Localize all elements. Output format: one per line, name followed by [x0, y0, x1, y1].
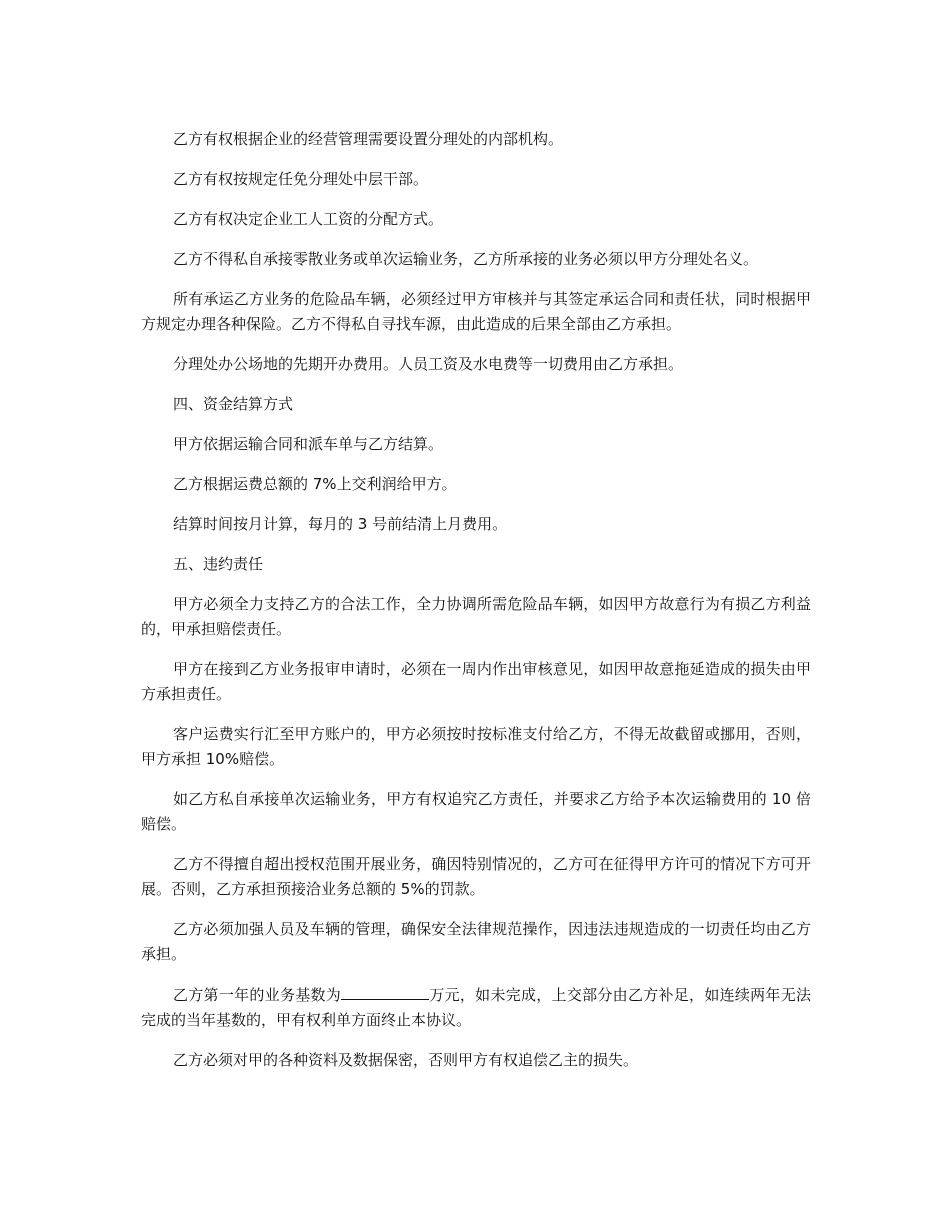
- quota-text-after: 万元，如未完成，上交部分由乙方补足，如连续两年无法完成的当年基数的，甲有权利单方面终止本协议。: [141, 986, 811, 1029]
- paragraph-wage-distribution: 乙方有权决定企业工人工资的分配方式。: [173, 210, 444, 228]
- paragraph-monthly-settlement: 结算时间按月计算，每月的 3 号前结清上月费用。: [173, 515, 508, 533]
- quota-text-before: 乙方第一年的业务基数为: [173, 986, 342, 1004]
- document-body: [141, 127, 811, 1088]
- paragraph-office-costs: 分理处办公场地的先期开办费用。人员工资及水电费等一切费用由乙方承担。: [173, 355, 684, 373]
- quota-blank-field: [341, 982, 429, 1000]
- paragraph-authorization-scope: 乙方不得擅自超出授权范围开展业务，确因特别情况的，乙方可在征得甲方许可的情况下方可开展。否则，乙方承担预接洽业务总额的 5%的罚款。: [141, 855, 811, 898]
- paragraph-settlement-basis: 甲方依据运输合同和派车单与乙方结算。: [173, 435, 444, 453]
- paragraph-private-transport-penalty: 如乙方私自承接单次运输业务，甲方有权追究乙方责任，并要求乙方给予本次运输费用的 10 倍赔偿。: [141, 790, 811, 833]
- paragraph-confidentiality: 乙方必须对甲的各种资料及数据保密，否则甲方有权追偿乙主的损失。: [173, 1051, 639, 1069]
- paragraph-freight-payment: 客户运费实行汇至甲方账户的，甲方必须按时按标准支付给乙方，不得无故截留或挪用，否则，甲方承担 10%赔偿。: [141, 725, 811, 768]
- paragraph-hazardous-vehicles: 所有承运乙方业务的危险品车辆，必须经过甲方审核并与其签定承运合同和责任状，同时根据甲方规定办理各种保险。乙方不得私自寻找车源，由此造成的后果全部由乙方承担。: [141, 290, 811, 333]
- paragraph-internal-structure: 乙方有权根据企业的经营管理需要设置分理处的内部机构。: [173, 130, 564, 148]
- paragraph-party-a-support: 甲方必须全力支持乙方的合法工作，全力协调所需危险品车辆，如因甲方故意行为有损乙方利益的，甲承担赔偿责任。: [141, 595, 811, 638]
- paragraph-no-private-business: 乙方不得私自承接零散业务或单次运输业务，乙方所承接的业务必须以甲方分理处名义。: [173, 250, 759, 268]
- paragraph-annual-quota: [141, 982, 811, 1033]
- section-heading-liability: 五、违约责任: [173, 555, 264, 573]
- paragraph-safety-management: 乙方必须加强人员及车辆的管理，确保安全法律规范操作，因违法违规造成的一切责任均由乙方承担。: [141, 920, 811, 963]
- section-heading-settlement: 四、资金结算方式: [173, 395, 294, 413]
- paragraph-profit-share: 乙方根据运费总额的 7%上交利润给甲方。: [173, 475, 457, 493]
- paragraph-appoint-cadres: 乙方有权按规定任免分理处中层干部。: [173, 170, 429, 188]
- paragraph-review-deadline: 甲方在接到乙方业务报审申请时，必须在一周内作出审核意见，如因甲故意拖延造成的损失由甲方承担责任。: [141, 660, 811, 703]
